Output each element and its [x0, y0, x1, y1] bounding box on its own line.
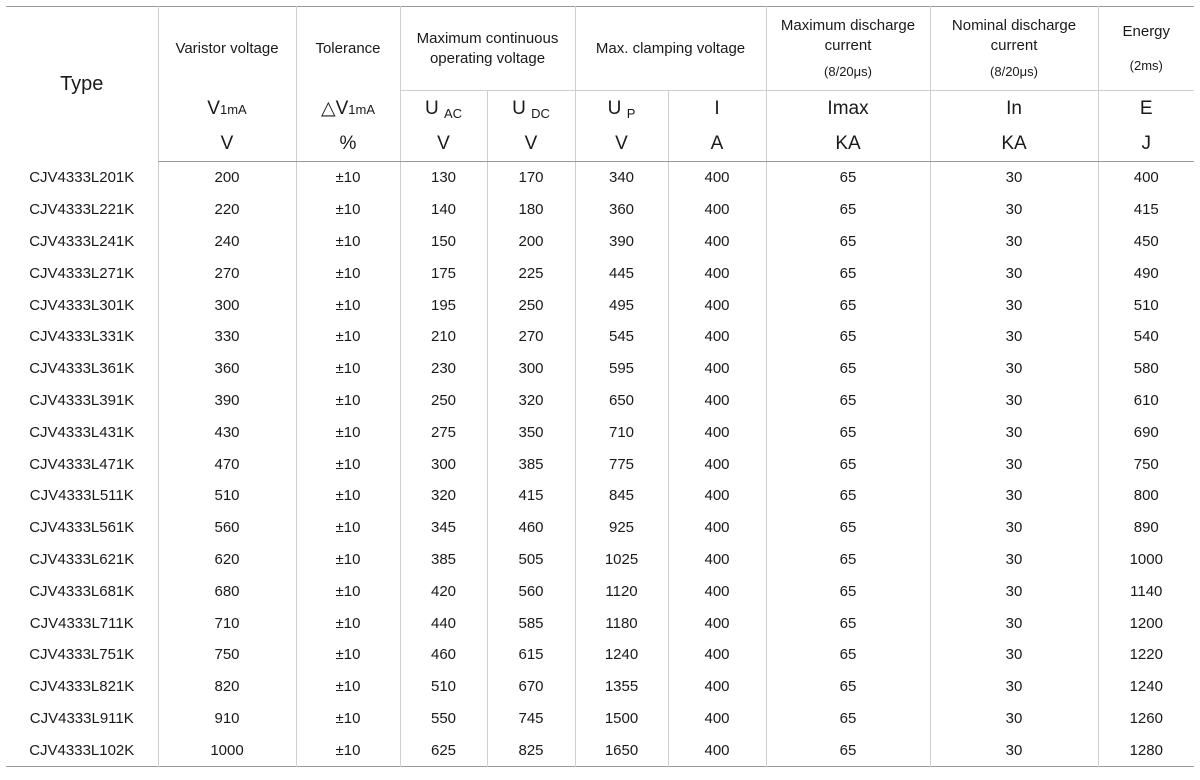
- cell-in: 30: [930, 257, 1098, 289]
- cell-i: 400: [668, 226, 766, 258]
- cell-udc: 560: [487, 575, 575, 607]
- cell-uac: 195: [400, 289, 487, 321]
- cell-imax: 65: [766, 544, 930, 576]
- cell-i: 400: [668, 321, 766, 353]
- unit-e: J: [1098, 127, 1194, 162]
- cell-uac: 150: [400, 226, 487, 258]
- cell-udc: 300: [487, 353, 575, 385]
- cell-v1ma: 1000: [158, 734, 296, 766]
- header-varistor-voltage: Varistor voltage: [158, 7, 296, 91]
- cell-in: 30: [930, 448, 1098, 480]
- cell-e: 415: [1098, 194, 1194, 226]
- header-nominal-discharge-note: (8/20μs): [990, 63, 1038, 79]
- cell-e: 690: [1098, 416, 1194, 448]
- cell-e: 1220: [1098, 639, 1194, 671]
- cell-udc: 385: [487, 448, 575, 480]
- cell-udc: 415: [487, 480, 575, 512]
- header-max-discharge-note: (8/20μs): [824, 63, 872, 79]
- symbol-uac-main: U: [424, 97, 439, 119]
- cell-in: 30: [930, 544, 1098, 576]
- cell-type: CJV4333L331K: [29, 328, 135, 346]
- cell-type: CJV4333L271K: [29, 264, 135, 282]
- cell-e: 510: [1098, 289, 1194, 321]
- cell-imax: 65: [766, 353, 930, 385]
- unit-udc: V: [487, 127, 575, 162]
- cell-udc: 170: [487, 162, 575, 194]
- cell-imax: 65: [766, 639, 930, 671]
- cell-uac: 625: [400, 734, 487, 766]
- header-type: Type: [60, 72, 104, 95]
- cell-e: 1000: [1098, 544, 1194, 576]
- header-energy-note: (2ms): [1129, 57, 1163, 73]
- cell-e: 1260: [1098, 703, 1194, 735]
- cell-v1ma: 390: [158, 385, 296, 417]
- cell-uac: 300: [400, 448, 487, 480]
- cell-v1ma: 620: [158, 544, 296, 576]
- cell-in: 30: [930, 671, 1098, 703]
- cell-tol: ±10: [296, 321, 400, 353]
- cell-v1ma: 240: [158, 226, 296, 258]
- cell-udc: 505: [487, 544, 575, 576]
- cell-v1ma: 750: [158, 639, 296, 671]
- cell-in: 30: [930, 480, 1098, 512]
- cell-e: 580: [1098, 353, 1194, 385]
- table-row: [6, 607, 1194, 639]
- cell-uac: 550: [400, 703, 487, 735]
- cell-type: CJV4333L301K: [29, 296, 135, 314]
- cell-type: CJV4333L751K: [29, 646, 135, 664]
- cell-e: 1140: [1098, 575, 1194, 607]
- cell-tol: ±10: [296, 194, 400, 226]
- cell-i: 400: [668, 162, 766, 194]
- cell-i: 400: [668, 575, 766, 607]
- cell-type: CJV4333L361K: [29, 360, 135, 378]
- cell-in: 30: [930, 289, 1098, 321]
- header-energy: [1098, 7, 1194, 91]
- cell-in: 30: [930, 162, 1098, 194]
- cell-uac: 440: [400, 607, 487, 639]
- symbol-imax: Imax: [766, 91, 930, 128]
- cell-up: 360: [575, 194, 668, 226]
- table-row: [6, 671, 1194, 703]
- cell-in: 30: [930, 703, 1098, 735]
- symbol-uac: [400, 91, 487, 128]
- cell-type: CJV4333L561K: [29, 519, 135, 537]
- cell-udc: 270: [487, 321, 575, 353]
- cell-e: 800: [1098, 480, 1194, 512]
- cell-up: 1120: [575, 575, 668, 607]
- symbol-udc-sub: DC: [531, 105, 550, 121]
- cell-imax: 65: [766, 321, 930, 353]
- header-nominal-discharge-label: Nominal discharge current: [951, 16, 1077, 54]
- cell-up: 650: [575, 385, 668, 417]
- table-row: [6, 703, 1194, 735]
- cell-tol: ±10: [296, 480, 400, 512]
- symbol-uac-sub: AC: [443, 105, 463, 121]
- cell-imax: 65: [766, 226, 930, 258]
- cell-type: CJV4333L821K: [29, 678, 135, 696]
- cell-i: 400: [668, 480, 766, 512]
- cell-i: 400: [668, 416, 766, 448]
- cell-udc: 585: [487, 607, 575, 639]
- table-row: [6, 639, 1194, 671]
- cell-udc: 460: [487, 512, 575, 544]
- cell-up: 710: [575, 416, 668, 448]
- cell-up: 340: [575, 162, 668, 194]
- cell-up: 845: [575, 480, 668, 512]
- symbol-udc: [487, 91, 575, 128]
- cell-v1ma: 820: [158, 671, 296, 703]
- symbol-udc-main: U: [512, 97, 526, 119]
- cell-type: CJV4333L221K: [29, 201, 135, 219]
- cell-up: 1240: [575, 639, 668, 671]
- cell-i: 400: [668, 194, 766, 226]
- cell-up: 445: [575, 257, 668, 289]
- symbol-up-sub: P: [626, 105, 636, 121]
- header-energy-label: Energy: [1122, 22, 1171, 40]
- cell-i: 400: [668, 448, 766, 480]
- symbol-e: E: [1098, 91, 1194, 128]
- cell-e: 1200: [1098, 607, 1194, 639]
- table-row: [6, 385, 1194, 417]
- cell-udc: 200: [487, 226, 575, 258]
- cell-imax: 65: [766, 385, 930, 417]
- cell-e: 1280: [1098, 734, 1194, 766]
- cell-in: 30: [930, 575, 1098, 607]
- cell-up: 925: [575, 512, 668, 544]
- header-max-clamping-voltage: Max. clamping voltage: [575, 7, 766, 91]
- cell-tol: ±10: [296, 734, 400, 766]
- cell-udc: 180: [487, 194, 575, 226]
- symbol-v1ma: [158, 91, 296, 128]
- cell-imax: 65: [766, 480, 930, 512]
- cell-uac: 230: [400, 353, 487, 385]
- symbol-tolerance-main: △V: [320, 98, 349, 120]
- cell-e: 490: [1098, 257, 1194, 289]
- cell-i: 400: [668, 607, 766, 639]
- cell-tol: ±10: [296, 544, 400, 576]
- cell-i: 400: [668, 257, 766, 289]
- table-row: [6, 544, 1194, 576]
- cell-type: CJV4333L102K: [29, 741, 135, 759]
- cell-up: 545: [575, 321, 668, 353]
- table-row: [6, 353, 1194, 385]
- cell-in: 30: [930, 416, 1098, 448]
- cell-imax: 65: [766, 734, 930, 766]
- unit-imax: KA: [766, 127, 930, 162]
- cell-type: CJV4333L431K: [29, 423, 135, 441]
- cell-imax: 65: [766, 257, 930, 289]
- cell-udc: 615: [487, 639, 575, 671]
- cell-imax: 65: [766, 607, 930, 639]
- cell-uac: 250: [400, 385, 487, 417]
- cell-v1ma: 560: [158, 512, 296, 544]
- table-row: [6, 289, 1194, 321]
- cell-tol: ±10: [296, 671, 400, 703]
- table-row: [6, 226, 1194, 258]
- cell-udc: 745: [487, 703, 575, 735]
- cell-udc: 670: [487, 671, 575, 703]
- table-row: [6, 575, 1194, 607]
- cell-udc: 825: [487, 734, 575, 766]
- unit-in: KA: [930, 127, 1098, 162]
- cell-in: 30: [930, 194, 1098, 226]
- header-tolerance: Tolerance: [296, 7, 400, 91]
- cell-type: CJV4333L681K: [29, 582, 135, 600]
- cell-in: 30: [930, 353, 1098, 385]
- symbol-tolerance-sub: 1mA: [348, 102, 376, 118]
- symbol-up-main: U: [607, 97, 622, 119]
- table-row: [6, 448, 1194, 480]
- cell-tol: ±10: [296, 385, 400, 417]
- cell-e: 610: [1098, 385, 1194, 417]
- cell-uac: 130: [400, 162, 487, 194]
- unit-i: A: [668, 127, 766, 162]
- header-max-discharge-current: [766, 7, 930, 91]
- cell-uac: 510: [400, 671, 487, 703]
- cell-up: 1025: [575, 544, 668, 576]
- cell-uac: 420: [400, 575, 487, 607]
- cell-tol: ±10: [296, 289, 400, 321]
- table-row: [6, 416, 1194, 448]
- cell-type: CJV4333L471K: [29, 455, 135, 473]
- cell-uac: 385: [400, 544, 487, 576]
- table-row: [6, 194, 1194, 226]
- cell-uac: 140: [400, 194, 487, 226]
- cell-imax: 65: [766, 289, 930, 321]
- header-max-discharge-label: Maximum discharge current: [780, 16, 916, 54]
- cell-e: 890: [1098, 512, 1194, 544]
- cell-udc: 225: [487, 257, 575, 289]
- cell-imax: 65: [766, 416, 930, 448]
- cell-up: 595: [575, 353, 668, 385]
- unit-uac: V: [400, 127, 487, 162]
- cell-type: CJV4333L621K: [29, 550, 135, 568]
- table-row: [6, 512, 1194, 544]
- cell-tol: ±10: [296, 639, 400, 671]
- cell-imax: 65: [766, 194, 930, 226]
- cell-tol: ±10: [296, 416, 400, 448]
- symbol-v1ma-main: V: [207, 97, 220, 119]
- table-row: [6, 321, 1194, 353]
- cell-type: CJV4333L711K: [29, 614, 134, 632]
- cell-v1ma: 360: [158, 353, 296, 385]
- cell-in: 30: [930, 512, 1098, 544]
- cell-type: CJV4333L391K: [29, 391, 135, 409]
- cell-i: 400: [668, 385, 766, 417]
- table-row: [6, 480, 1194, 512]
- cell-tol: ±10: [296, 512, 400, 544]
- cell-tol: ±10: [296, 575, 400, 607]
- cell-e: 400: [1098, 162, 1194, 194]
- cell-i: 400: [668, 353, 766, 385]
- cell-tol: ±10: [296, 257, 400, 289]
- unit-up: V: [575, 127, 668, 162]
- table-row: [6, 257, 1194, 289]
- cell-tol: ±10: [296, 353, 400, 385]
- cell-e: 1240: [1098, 671, 1194, 703]
- cell-up: 390: [575, 226, 668, 258]
- cell-i: 400: [668, 639, 766, 671]
- table-row: [6, 734, 1194, 766]
- cell-i: 400: [668, 544, 766, 576]
- symbol-i: I: [668, 91, 766, 128]
- cell-v1ma: 680: [158, 575, 296, 607]
- cell-imax: 65: [766, 448, 930, 480]
- cell-v1ma: 710: [158, 607, 296, 639]
- cell-uac: 460: [400, 639, 487, 671]
- cell-up: 775: [575, 448, 668, 480]
- cell-tol: ±10: [296, 448, 400, 480]
- cell-type: CJV4333L241K: [29, 232, 135, 250]
- cell-uac: 175: [400, 257, 487, 289]
- header-nominal-discharge-current: [930, 7, 1098, 91]
- unit-v1ma: V: [158, 127, 296, 162]
- table-row: [6, 162, 1194, 194]
- cell-in: 30: [930, 321, 1098, 353]
- cell-tol: ±10: [296, 703, 400, 735]
- cell-udc: 250: [487, 289, 575, 321]
- cell-i: 400: [668, 734, 766, 766]
- cell-up: 1500: [575, 703, 668, 735]
- symbol-tolerance: [296, 91, 400, 128]
- cell-i: 400: [668, 512, 766, 544]
- cell-imax: 65: [766, 162, 930, 194]
- cell-e: 540: [1098, 321, 1194, 353]
- cell-in: 30: [930, 226, 1098, 258]
- cell-up: 1355: [575, 671, 668, 703]
- symbol-v1ma-sub: 1mA: [219, 101, 247, 117]
- cell-type: CJV4333L911K: [29, 709, 134, 727]
- header-max-continuous-voltage: Maximum continuous operating voltage: [400, 7, 575, 91]
- cell-v1ma: 510: [158, 480, 296, 512]
- unit-tolerance: %: [296, 127, 400, 162]
- cell-up: 1650: [575, 734, 668, 766]
- cell-tol: ±10: [296, 607, 400, 639]
- cell-tol: ±10: [296, 162, 400, 194]
- cell-uac: 210: [400, 321, 487, 353]
- cell-udc: 350: [487, 416, 575, 448]
- cell-v1ma: 330: [158, 321, 296, 353]
- cell-i: 400: [668, 671, 766, 703]
- symbol-in: In: [930, 91, 1098, 128]
- cell-imax: 65: [766, 575, 930, 607]
- table-body: [6, 162, 1194, 767]
- cell-type: CJV4333L201K: [29, 169, 135, 187]
- cell-v1ma: 300: [158, 289, 296, 321]
- cell-udc: 320: [487, 385, 575, 417]
- symbol-up: [575, 91, 668, 128]
- cell-e: 750: [1098, 448, 1194, 480]
- cell-in: 30: [930, 607, 1098, 639]
- cell-uac: 320: [400, 480, 487, 512]
- cell-in: 30: [930, 734, 1098, 766]
- varistor-spec-table: [6, 6, 1194, 767]
- cell-v1ma: 220: [158, 194, 296, 226]
- cell-tol: ±10: [296, 226, 400, 258]
- cell-type: CJV4333L511K: [29, 487, 134, 505]
- cell-v1ma: 470: [158, 448, 296, 480]
- cell-imax: 65: [766, 512, 930, 544]
- cell-v1ma: 430: [158, 416, 296, 448]
- cell-uac: 345: [400, 512, 487, 544]
- cell-uac: 275: [400, 416, 487, 448]
- cell-v1ma: 910: [158, 703, 296, 735]
- cell-v1ma: 270: [158, 257, 296, 289]
- cell-v1ma: 200: [158, 162, 296, 194]
- cell-in: 30: [930, 385, 1098, 417]
- cell-in: 30: [930, 639, 1098, 671]
- cell-i: 400: [668, 289, 766, 321]
- cell-up: 495: [575, 289, 668, 321]
- cell-i: 400: [668, 703, 766, 735]
- cell-imax: 65: [766, 671, 930, 703]
- cell-up: 1180: [575, 607, 668, 639]
- cell-imax: 65: [766, 703, 930, 735]
- cell-e: 450: [1098, 226, 1194, 258]
